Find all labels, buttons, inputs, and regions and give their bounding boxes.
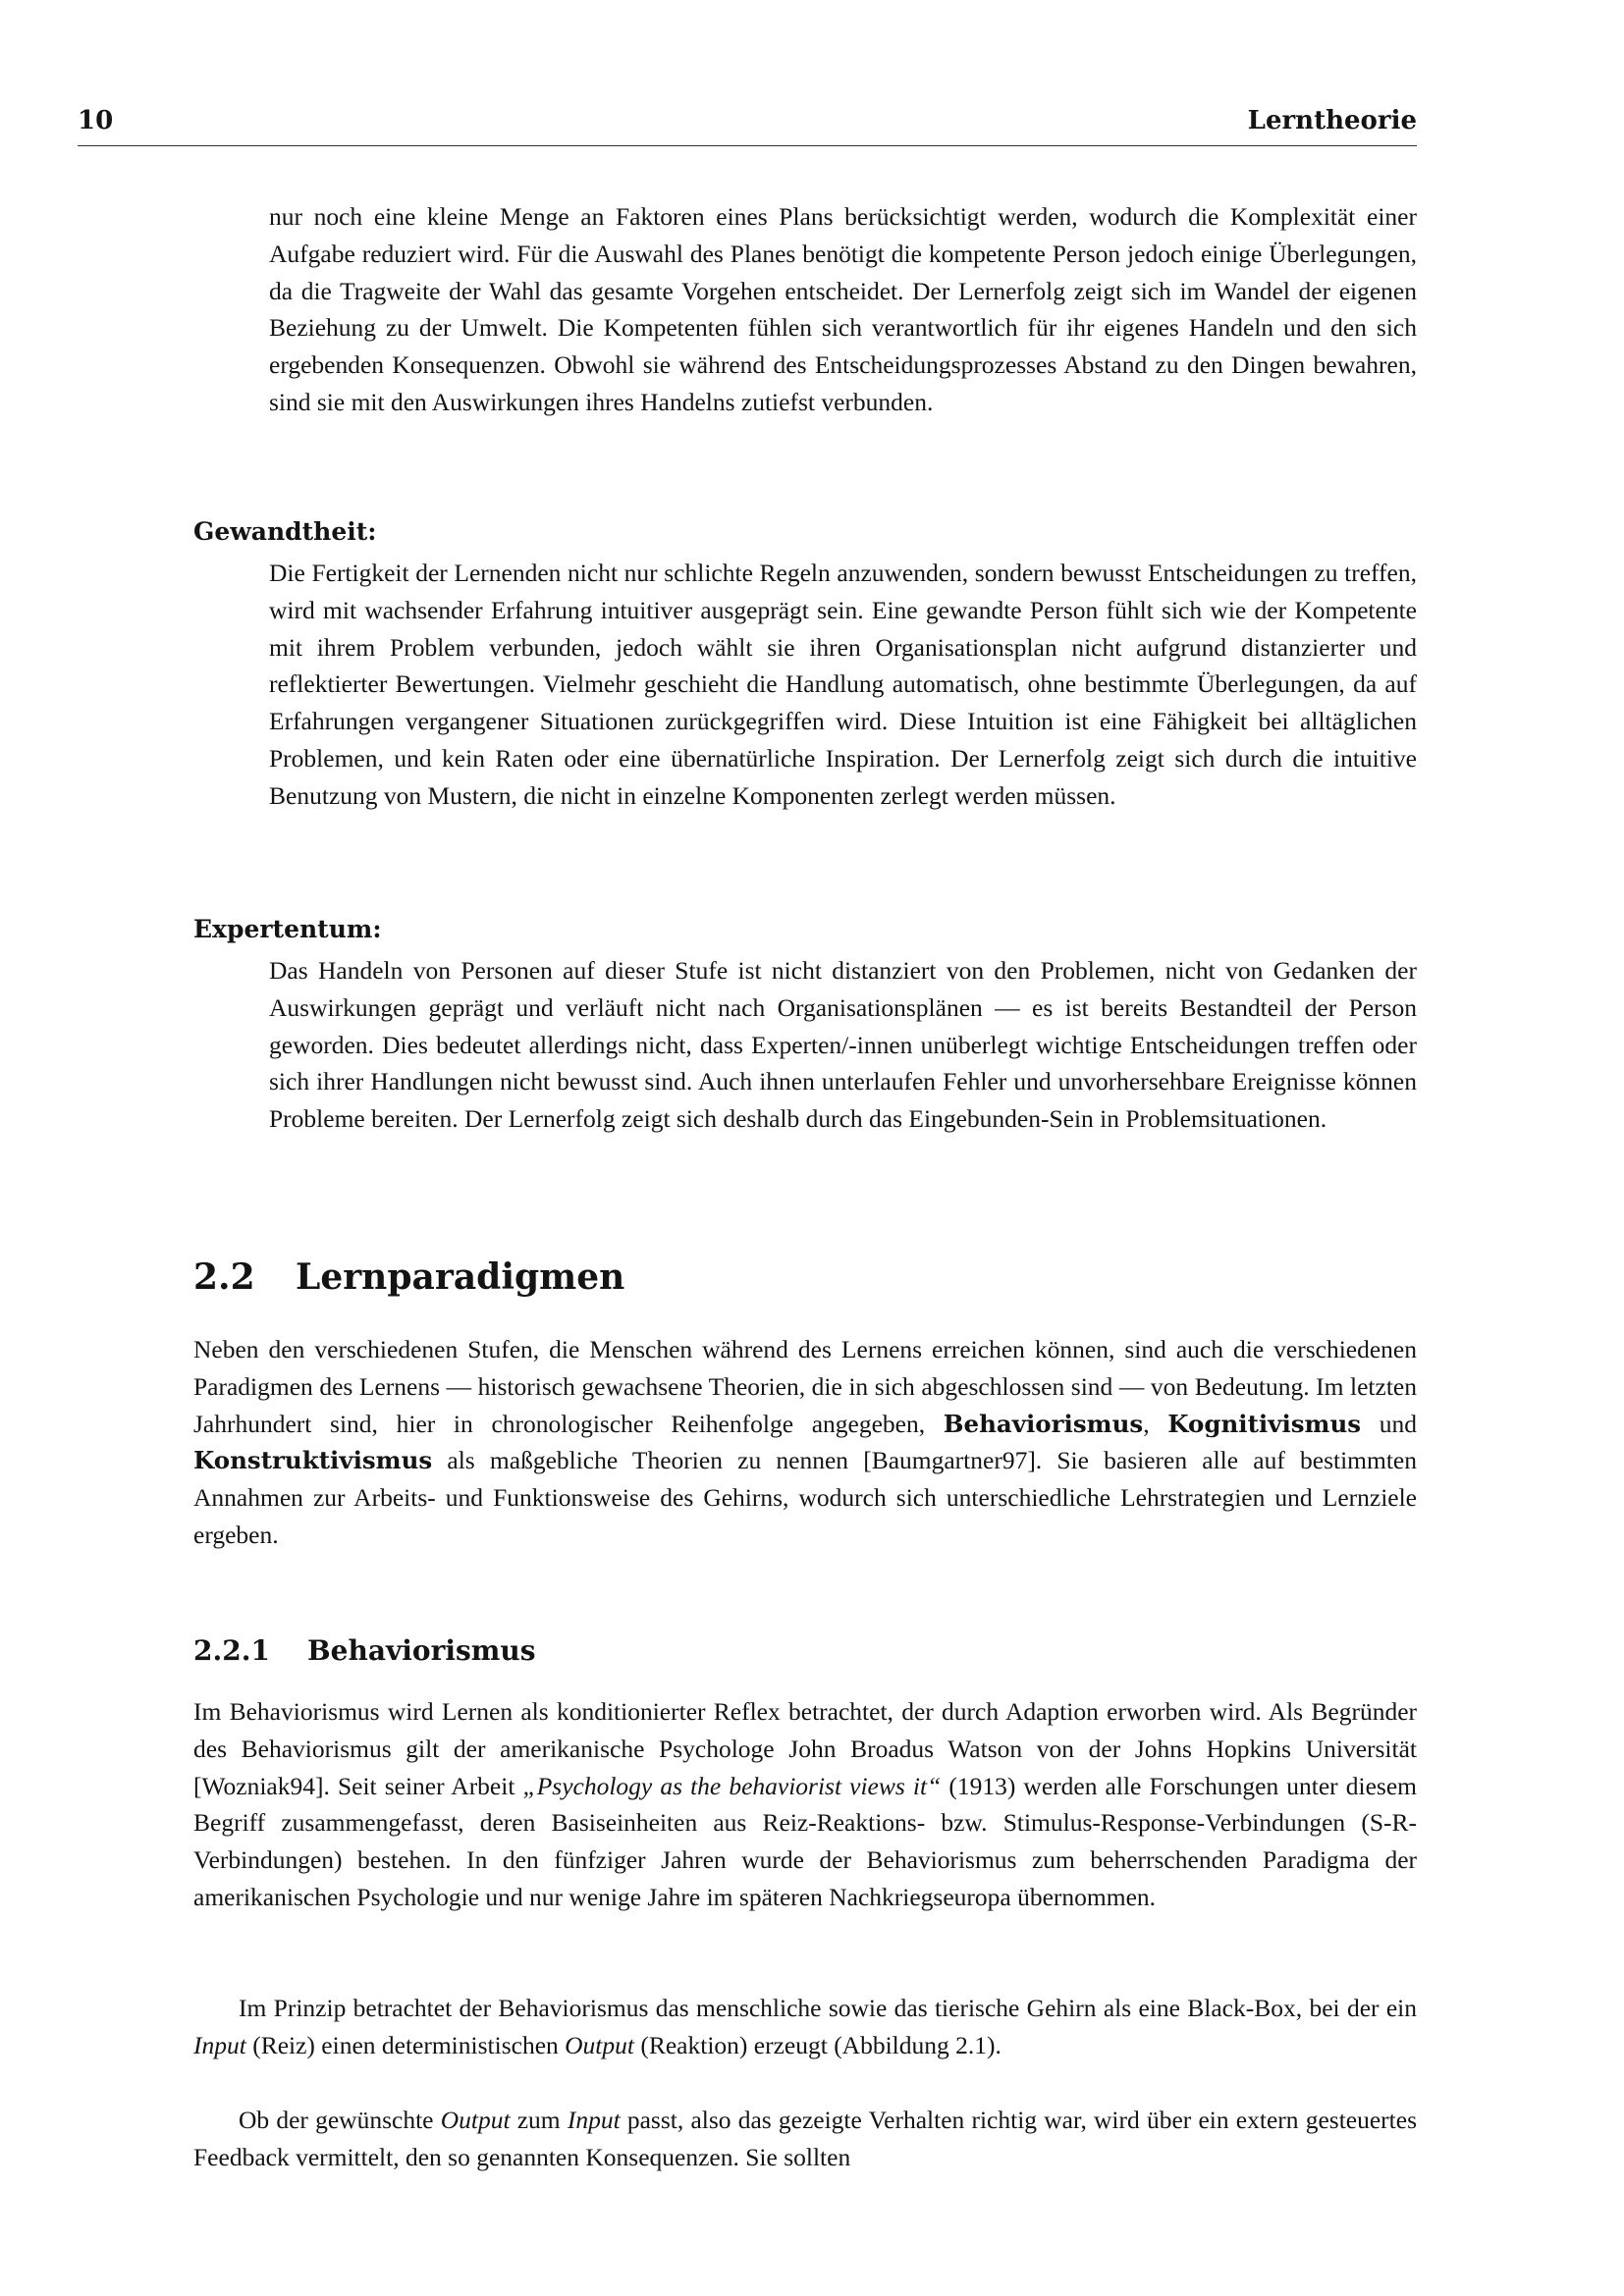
term-behaviorismus: Behaviorismus [943, 1409, 1144, 1438]
subsection-number: 2.2.1 [193, 1634, 270, 1667]
page-number: 10 [78, 106, 114, 135]
behaviorismus-paragraph-3: Ob der gewünschte Output zum Input passt, also das gezeigte Verhalten richtig war, wird über ein extern gesteuertes Feedback vermittelt, den so genannten Konsequenzen. Sie sollten [193, 2106, 1417, 2171]
watson-quote: „Psychology as the behaviorist views it“ [522, 1771, 942, 1800]
subsection-title: Behaviorismus [307, 1634, 536, 1667]
gewandtheit-paragraph: Die Fertigkeit der Lernenden nicht nur schlichte Regeln anzuwenden, sondern bewusst Entscheidungen zu treffen, wird mit wachsender Erfahrung intuitiver ausgeprägt sein. Eine gewandte Person fühlt sich wie der Kompetente mit ihrem Problem verbunden, jedoch wählt sie ihren Organisationsplan nicht aufgrund distanzierter und reflektierter Bewertungen. Vielmehr geschieht die Handlung automatisch, ohne bestimmte Überlegungen, da auf Erfahrungen vergangener Situationen zurückgegriffen wird. Diese Intuition ist eine Fähigkeit bei alltäglichen Problemen, und kein Raten oder eine übernatürliche Inspiration. Der Lernerfolg zeigt sich durch die intuitive Benutzung von Mustern, die nicht in einzelne Komponenten zerlegt werden müssen. [269, 559, 1417, 810]
kompetenz-paragraph: nur noch eine kleine Menge an Faktoren eines Plans berücksichtigt werden, wodurch die Komplexität einer Aufgabe reduziert wird. Für die Auswahl des Planes benötigt die kompetente Person jedoch einige Überlegungen, da die Tragweite der Wahl das gesamte Vorgehen entscheidet. Der Lernerfolg zeigt sich im Wandel der eigenen Beziehung zu der Umwelt. Die Kompetenten fühlen sich verantwortlich für ihr eigenes Handeln und den sich ergebenden Konsequenzen. Obwohl sie während des Entscheidungsprozesses Abstand zu den Dingen bewahren, sind sie mit den Auswirkungen ihres Handelns zutiefst verbunden. [269, 202, 1417, 416]
lernparadigmen-paragraph: Neben den verschiedenen Stufen, die Menschen während des Lernens erreichen können, sind auch die verschiedenen Paradigmen des Lernens — historisch gewachsene Theorien, die in sich abgeschlossen sind — von Bedeutung. Im letzten Jahrhundert sind, hier in chronologischer Reihenfolge angegeben, Behaviorismus, Kognitivismus und Konstruktivismus als maßgebliche Theorien zu nennen [Baumgartner97]. Sie basieren alle auf bestimmten Annahmen zur Arbeits- und Funktionsweise des Gehirns, wodurch sich unterschiedliche Lehrstrategien und Lernziele ergeben. [193, 1335, 1418, 1549]
chapter-title: Lerntheorie [1247, 106, 1417, 135]
section-number: 2.2 [193, 1256, 255, 1298]
running-header [78, 106, 1417, 146]
expertentum-label: Expertentum: [193, 915, 382, 943]
term-kognitivismus: Kognitivismus [1167, 1409, 1362, 1438]
section-heading [193, 1256, 624, 1298]
subsection-heading [193, 1634, 535, 1667]
behaviorismus-paragraph-1: Im Behaviorismus wird Lernen als konditionierter Reflex betrachtet, der durch Adaption erworben wird. Als Begründer des Behaviorismus gilt der amerikanische Psychologe John Broadus Watson von der Johns Hopkins Universität [Wozniak94]. Seit seiner Arbeit „Psychology as the behaviorist views it“ (1913) werden alle Forschungen unter diesem Begriff zusammengefasst, deren Basiseinheiten aus Reiz-Reaktions- bzw. Stimulus-Response-Verbindungen (S-R-Verbindungen) bestehen. In den fünfziger Jahren wurde der Behaviorismus zum beherrschenden Paradigma der amerikanischen Psychologie und nur wenige Jahre im späteren Nachkriegseuropa übernommen. [193, 1697, 1417, 1911]
section-title: Lernparadigmen [296, 1256, 625, 1298]
term-konstruktivismus: Konstruktivismus [193, 1446, 433, 1475]
gewandtheit-label: Gewandtheit: [193, 517, 377, 546]
expertentum-paragraph: Das Handeln von Personen auf dieser Stufe ist nicht distanziert von den Problemen, nicht von Gedanken der Auswirkungen geprägt und verläuft nicht nach Organisationsplänen — es ist bereits Bestandteil der Person geworden. Dies bedeutet allerdings nicht, dass Experten/-innen unüberlegt wichtige Entscheidungen treffen oder sich ihrer Handlungen nicht bewusst sind. Auch ihnen unterlaufen Fehler und unvorhersehbare Ereignisse können Probleme bereiten. Der Lernerfolg zeigt sich deshalb durch das Eingebunden-Sein in Problemsituationen. [269, 956, 1417, 1134]
behaviorismus-paragraph-2: Im Prinzip betrachtet der Behaviorismus das menschliche sowie das tierische Gehirn als eine Black-Box, bei der ein Input (Reiz) einen deterministischen Output (Reaktion) erzeugt (Abbildung 2.1). [193, 1994, 1417, 2059]
